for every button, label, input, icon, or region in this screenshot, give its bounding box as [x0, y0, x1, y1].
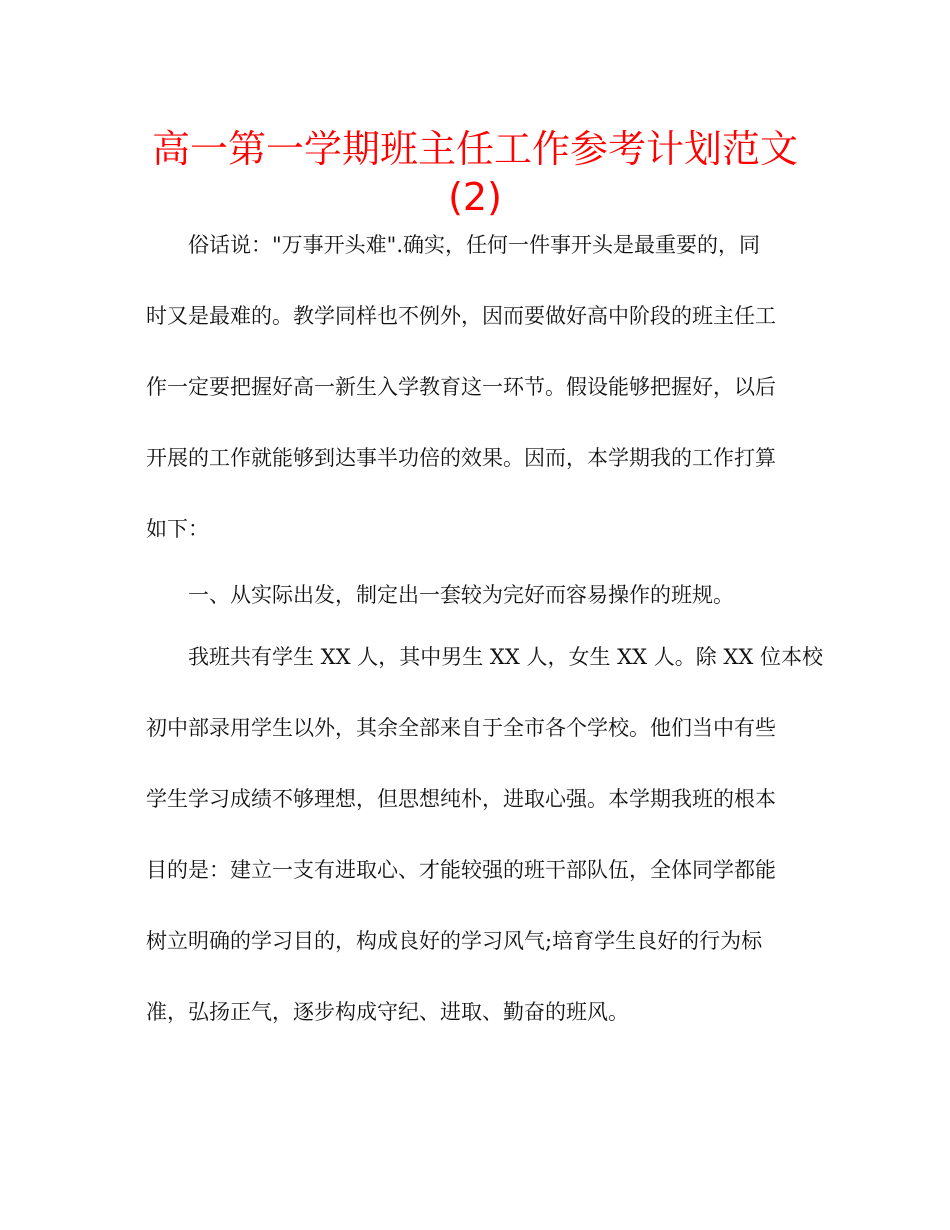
paragraph-line: 我班共有学生 XX 人，其中男生 XX 人，女生 XX 人。除 XX 位本校	[188, 645, 824, 669]
paragraph-line: 准，弘扬正气，逐步构成守纪、进取、勤奋的班风。	[146, 1000, 629, 1024]
paragraph-line: 开展的工作就能够到达事半功倍的效果。因而，本学期我的工作打算	[146, 446, 776, 470]
document-title-suffix: (2)	[448, 175, 502, 219]
paragraph-line: 树立明确的学习目的，构成良好的学习风气;培育学生良好的行为标	[146, 929, 763, 953]
paragraph-line: 作一定要把握好高一新生入学教育这一环节。假设能够把握好，以后	[146, 375, 776, 399]
document-title: 高一第一学期班主任工作参考计划范文	[151, 127, 798, 171]
paragraph-line: 初中部录用学生以外，其余全部来自于全市各个学校。他们当中有些	[146, 716, 776, 740]
paragraph-line: 俗话说："万事开头难".确实，任何一件事开头是最重要的，同	[188, 233, 760, 257]
section-heading: 一、从实际出发，制定出一套较为完好而容易操作的班规。	[188, 583, 734, 607]
paragraph-line: 目的是：建立一支有进取心、才能较强的班干部队伍，全体同学都能	[146, 858, 776, 882]
paragraph-line: 如下：	[146, 517, 209, 541]
paragraph-line: 时又是最难的。教学同样也不例外，因而要做好高中阶段的班主任工	[146, 304, 776, 328]
paragraph-line: 学生学习成绩不够理想，但思想纯朴，进取心强。本学期我班的根本	[146, 787, 776, 811]
